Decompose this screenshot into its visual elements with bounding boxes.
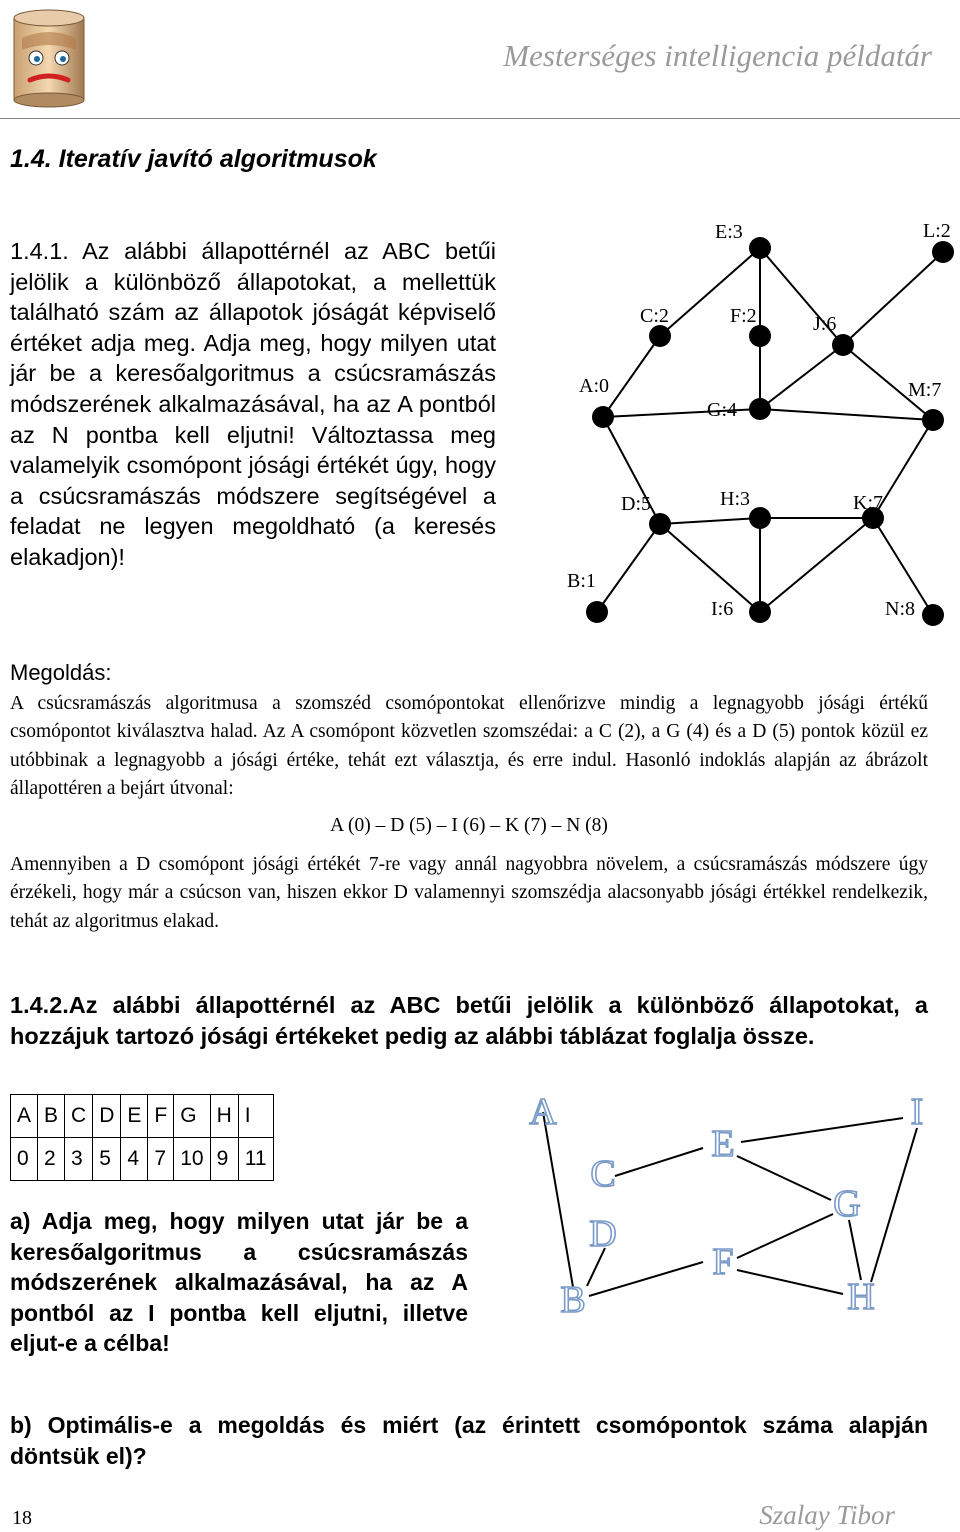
graph-edge (843, 252, 943, 345)
graph-node-label: D:5 (621, 493, 651, 515)
graph-node-n (922, 604, 944, 626)
graph-node-h (749, 507, 771, 529)
graph-node-j (832, 334, 854, 356)
table-cell: 2 (38, 1138, 65, 1181)
graph-edge (660, 524, 760, 612)
graph-node-label: A:0 (579, 375, 609, 397)
graph-node-f (749, 325, 771, 347)
graph-node-label: B:1 (567, 570, 596, 592)
graph-node-label: N:8 (885, 598, 915, 620)
graph-node-label: C:2 (640, 305, 669, 327)
graph-node-label: G:4 (707, 399, 737, 421)
state-space-graph-1 (555, 212, 960, 642)
graph-node-label: M:7 (908, 379, 942, 401)
header-title: Mesterséges intelligencia példatár (503, 38, 932, 73)
question-a: a) Adja meg, hogy milyen utat jár be a keresőalgoritmus a csúcsramászás módszerének alkalmazásával, ha az A pontból az I pontba kell eljutni, illetve eljut-e a célba! (10, 1208, 468, 1356)
table-cell: 7 (148, 1138, 174, 1181)
graph-edge (615, 1148, 703, 1176)
graph2-node-h: H (847, 1276, 875, 1318)
table-cell: B (38, 1095, 65, 1138)
question-b: b) Optimális-e a megoldás és miért (az érintett csomópontok száma alapján döntsük el)? (10, 1412, 928, 1469)
graph-node-label: H:3 (720, 488, 750, 510)
table-cell: F (148, 1095, 174, 1138)
exercise-1-text: 1.4.1. Az alábbi állapottérnél az ABC betűi jelölik a különböző állapotokat, a mellettük található szám az állapotok jóságát képviselő értéket adja meg. Adja meg, hogy milyen utat jár be a keresőalgoritmus a csúcsramászás módszerének alkalmazásával, ha az A pontból az N pontba kell eljutni! Változtassa meg valamelyik csomópont jósági értékét úgy, hogy a csúcsramászás módszere segítségével a feladat ne legyen megoldható (a keresés elakadjon)! (10, 238, 496, 570)
graph2-node-i: I (910, 1091, 924, 1133)
table-row-values (11, 1138, 274, 1181)
graph-edge (597, 524, 660, 612)
solution-paragraph-1: A csúcsramászás algoritmusa a szomszéd csomópontokat ellenőrizve mindig a legnagyobb jósági értékű csomópontot kiválasztva halad. Az A csomópont közvetlen szomszédai: a C (2), a G (4) és a D (5) pontok közül ez utóbbinak a legnagyobb a jósági értéke, tehát ezt választja, és erre indul. Hasonló indoklás alapján az ábrázolt állapottéren a bejárt útvonal: (10, 693, 928, 799)
section-title: 1.4. Iteratív javító algoritmusok (10, 145, 377, 173)
graph-node-l (932, 241, 954, 263)
graph2-node-d: D (589, 1213, 617, 1255)
table-cell: 0 (11, 1138, 38, 1181)
graph-edge (543, 1112, 573, 1287)
graph-node-e (749, 237, 771, 259)
graph-node-label: L:2 (923, 220, 951, 242)
graph2-node-a: A (529, 1091, 557, 1133)
table-cell: G (174, 1095, 210, 1138)
author-name: Szalay Tibor (759, 1500, 895, 1530)
table-cell: 3 (65, 1138, 93, 1181)
graph2-node-f: F (712, 1241, 734, 1283)
graph-node-label: E:3 (715, 221, 743, 243)
graph-node-label: K:7 (853, 492, 883, 514)
graph-edge (849, 1220, 861, 1280)
table-cell: 11 (238, 1138, 273, 1181)
graph-edge (737, 1270, 843, 1294)
solution-section (10, 660, 928, 936)
table-cell: C (65, 1095, 93, 1138)
graph-edge (871, 1128, 917, 1282)
table-cell: D (93, 1095, 121, 1138)
table-cell: A (11, 1095, 38, 1138)
graph2-node-c: C (590, 1153, 616, 1195)
state-space-graph-2 (505, 1082, 960, 1327)
graph-edge (760, 345, 843, 409)
graph2-node-e: E (711, 1123, 735, 1165)
graph2-node-b: B (560, 1279, 586, 1321)
graph-node-label: I:6 (711, 598, 734, 620)
graph-node-d (649, 513, 671, 535)
graph-edge (737, 1214, 833, 1258)
graph-node-a (592, 406, 614, 428)
graph-node-c (649, 325, 671, 347)
table-row-states (11, 1095, 274, 1138)
solution-heading: Megoldás: (10, 660, 112, 685)
graph-edge (660, 518, 760, 524)
graph-node-m (922, 409, 944, 431)
graph-edge (760, 518, 873, 612)
graph2-node-g: G (833, 1183, 861, 1225)
graph-edge (589, 1262, 703, 1296)
goodness-value-table (10, 1094, 274, 1181)
graph-node-i (749, 601, 771, 623)
graph-edge (737, 1156, 831, 1200)
graph-node-label: J:6 (813, 313, 837, 335)
graph-node-b (586, 601, 608, 623)
table-cell: I (238, 1095, 273, 1138)
table-cell: 5 (93, 1138, 121, 1181)
table-cell: H (210, 1095, 238, 1138)
table-cell: 10 (174, 1138, 210, 1181)
graph-edge (603, 336, 660, 417)
graph-node-label: F:2 (730, 305, 757, 327)
header-divider (0, 118, 960, 119)
table-cell: E (121, 1095, 148, 1138)
solution-paragraph-2: Amennyiben a D csomópont jósági értékét 7-re vagy annál nagyobbra növelem, a csúcsramászás módszere úgy érzékeli, hogy már a csúcson van, hiszen ekkor D valamennyi szomszédja alacsonyabb jósági értékkel rendelkezik, tehát az algoritmus elakad. (10, 854, 928, 932)
page-number: 18 (12, 1507, 32, 1529)
graph-edge (760, 409, 933, 420)
table-cell: 9 (210, 1138, 238, 1181)
book-logo (10, 8, 88, 108)
table-cell: 4 (121, 1138, 148, 1181)
exercise-2-text: 1.4.2.Az alábbi állapottérnél az ABC betűi jelölik a különböző állapotokat, a hozzájuk tartozó jósági értékeket pedig az alábbi táblázat foglalja össze. (10, 992, 928, 1049)
graph-node-g (749, 398, 771, 420)
graph-edge (741, 1118, 903, 1142)
solution-path: A (0) – D (5) – I (6) – K (7) – N (8) (330, 815, 608, 837)
